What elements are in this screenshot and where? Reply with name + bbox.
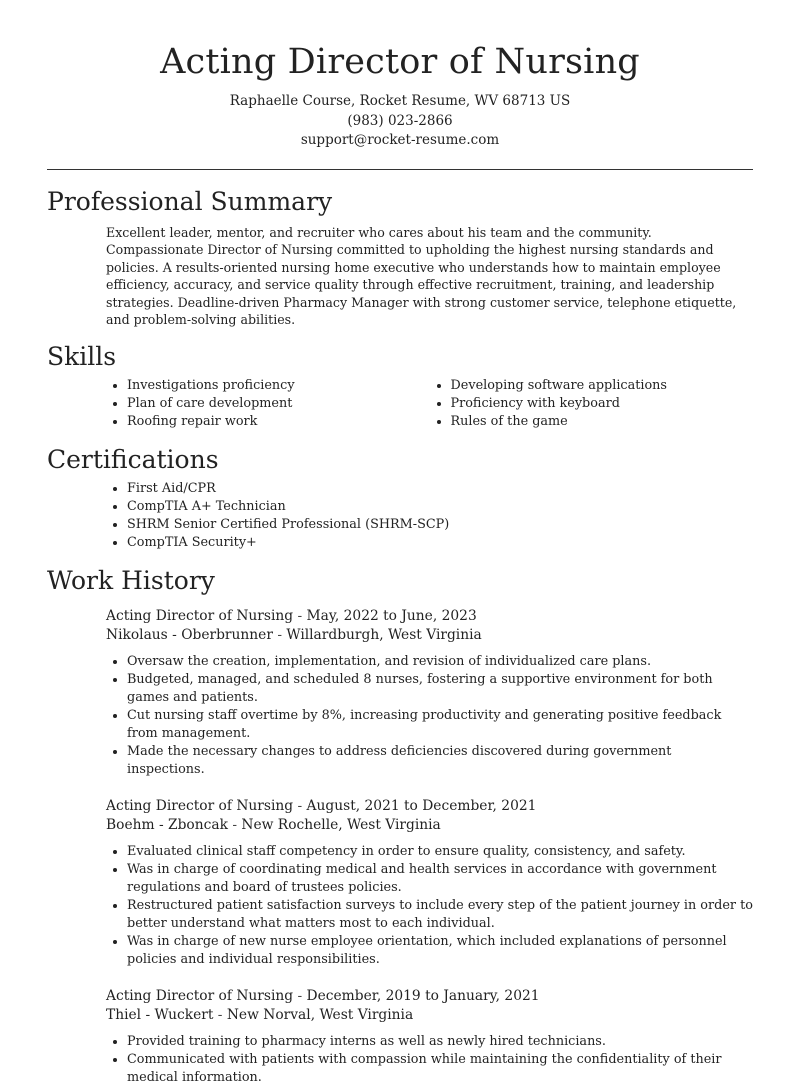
skills-column-right: [430, 377, 754, 431]
job-company: Nikolaus - Oberbrunner: [106, 627, 273, 644]
job-entry: [106, 987, 753, 1087]
job-title-line: Acting Director of Nursing - December, 2019 to January, 2021: [106, 988, 540, 1005]
section-title-skills: Skills: [47, 342, 117, 372]
job-bullet: • Restructured patient satisfaction surveys to include every step of the patient journey in order to better understand what matters most to each individual.: [127, 897, 753, 933]
job-bullets: [106, 843, 753, 969]
job-bullets: [106, 1033, 753, 1087]
job-location: New Norval, West Virginia: [226, 1007, 414, 1024]
job-role: Acting Director of Nursing: [106, 798, 294, 815]
skills-column-left: [106, 377, 430, 431]
job-dates: May, 2022 to June, 2023: [306, 608, 477, 625]
section-title-work-history: Work History: [47, 566, 215, 596]
skills-section: [47, 341, 753, 431]
summary-text: Excellent leader, mentor, and recruiter who cares about his team and the community. Compassionate Director of Nursing committed to upholding the highest nursing standards and policies. A results-oriented nursing home executive who understands how to maintain employee efficiency, accuracy, and service quality through effective recruitment, training, and leadership strategies. Deadline-driven Pharmacy Manager with strong customer service, telephone etiquette, and problem-solving abilities.: [106, 224, 737, 328]
job-company-line: Thiel - Wuckert - New Norval, West Virginia: [106, 1007, 414, 1024]
contact-address: Raphaelle Course, Rocket Resume, WV 68713 US: [229, 93, 571, 109]
job-bullet: • Made the necessary changes to address deficiencies discovered during government inspections.: [127, 743, 753, 779]
section-title-summary: Professional Summary: [47, 186, 333, 216]
job-location: Willardburgh, West Virginia: [286, 627, 482, 644]
job-bullet: • Provided training to pharmacy interns as well as newly hired technicians.: [127, 1033, 753, 1051]
job-company-line: Nikolaus - Oberbrunner - Willardburgh, West Virginia: [106, 627, 482, 644]
job-dates: August, 2021 to December, 2021: [306, 798, 537, 815]
job-title-line: Acting Director of Nursing - May, 2022 to June, 2023: [106, 608, 477, 625]
resume-header: [0, 0, 800, 151]
contact-info: [0, 92, 800, 151]
job-role: Acting Director of Nursing: [106, 988, 294, 1005]
skills-list: [106, 373, 753, 431]
job-role: Acting Director of Nursing: [106, 608, 294, 625]
certification-item: • CompTIA Security+: [127, 534, 753, 552]
job-bullet: • Budgeted, managed, and scheduled 8 nurses, fostering a supportive environment for both games and patients.: [127, 671, 753, 707]
skill-item: • Developing software applications: [451, 377, 754, 395]
job-entry: [106, 797, 753, 969]
contact-email: support@rocket-resume.com: [300, 132, 500, 148]
job-bullet: • Was in charge of new nurse employee orientation, which included explanations of personnel policies and individual responsibilities.: [127, 933, 753, 969]
certification-item: • SHRM Senior Certified Professional (SHRM-SCP): [127, 516, 753, 534]
job-location: New Rochelle, West Virginia: [241, 817, 441, 834]
resume-name: Acting Director of Nursing: [160, 42, 640, 82]
job-bullet: • Oversaw the creation, implementation, and revision of individualized care plans.: [127, 653, 753, 671]
certifications-section: [47, 444, 753, 552]
job-title-line: Acting Director of Nursing - August, 2021 to December, 2021: [106, 798, 537, 815]
certification-item: • First Aid/CPR: [127, 480, 753, 498]
job-bullet: • Was in charge of coordinating medical and health services in accordance with government regulations and board of trustees policies.: [127, 861, 753, 897]
header-divider: [47, 169, 753, 170]
skill-item: • Investigations proficiency: [127, 377, 430, 395]
job-company-line: Boehm - Zboncak - New Rochelle, West Virginia: [106, 817, 441, 834]
job-bullet: • Communicated with patients with compassion while maintaining the confidentiality of their medical information.: [127, 1051, 753, 1087]
certification-item: • CompTIA A+ Technician: [127, 498, 753, 516]
job-entry: [106, 607, 753, 779]
section-title-certifications: Certifications: [47, 445, 219, 475]
job-bullet: • Cut nursing staff overtime by 8%, increasing productivity and generating positive feedback from management.: [127, 707, 753, 743]
skill-item: • Plan of care development: [127, 395, 430, 413]
work-history-section: [47, 565, 753, 1087]
job-dates: December, 2019 to January, 2021: [306, 988, 540, 1005]
contact-phone: (983) 023-2866: [347, 112, 453, 129]
job-company: Boehm - Zboncak: [106, 817, 228, 834]
job-bullet: • Evaluated clinical staff competency in order to ensure quality, consistency, and safety.: [127, 843, 753, 861]
job-bullets: [106, 653, 753, 779]
certifications-list: [106, 480, 753, 552]
summary-section: [47, 186, 753, 330]
skill-item: • Rules of the game: [451, 413, 754, 431]
job-company: Thiel - Wuckert: [106, 1007, 214, 1024]
skill-item: • Proficiency with keyboard: [451, 395, 754, 413]
skill-item: • Roofing repair work: [127, 413, 430, 431]
